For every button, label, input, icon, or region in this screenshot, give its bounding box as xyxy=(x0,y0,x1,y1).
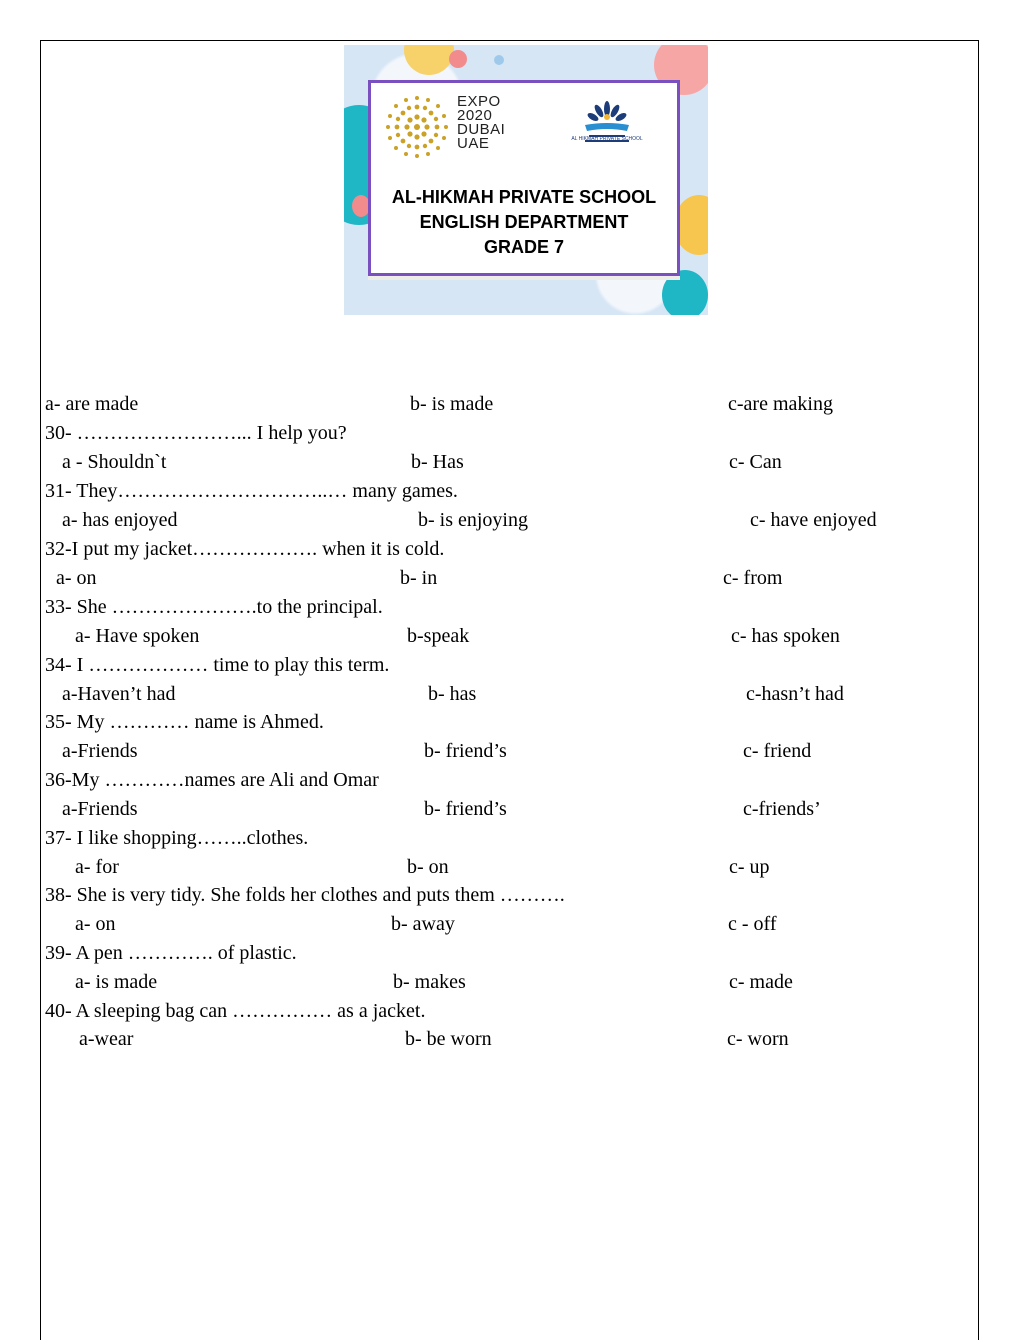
department-name: ENGLISH DEPARTMENT xyxy=(419,212,629,232)
title-frame xyxy=(368,80,680,280)
option-c: c - off xyxy=(728,913,777,935)
option-a: a- on xyxy=(56,567,97,589)
option-c: c- made xyxy=(729,971,793,993)
school-logo xyxy=(567,95,647,155)
option-a: a-wear xyxy=(79,1028,134,1050)
option-c: c- from xyxy=(723,567,783,589)
option-c: c- up xyxy=(729,856,770,878)
question-37: 37- I like shopping……..clothes. xyxy=(45,827,309,849)
option-b: b- is made xyxy=(410,393,494,415)
question-36: 36-My …………names are Ali and Omar xyxy=(45,769,379,791)
question-39: 39- A pen …………. of plastic. xyxy=(45,942,297,964)
option-c: c-friends’ xyxy=(743,798,821,820)
option-b: b- Has xyxy=(411,451,464,473)
option-b: b- makes xyxy=(393,971,466,993)
option-a: a - Shouldn`t xyxy=(62,451,167,473)
option-a: a- on xyxy=(75,913,116,935)
option-a: a-Haven’t had xyxy=(62,683,176,705)
option-a: a-Friends xyxy=(62,798,138,820)
option-a: a- is made xyxy=(75,971,158,993)
option-b: b- friend’s xyxy=(424,740,507,762)
option-a: a- are made xyxy=(45,393,139,415)
option-b: b- has xyxy=(428,683,477,705)
question-31: 31- They…………………………..… many games. xyxy=(45,480,458,502)
expo-logo-text: EXPO 2020 DUBAI UAE xyxy=(457,93,506,152)
question-38: 38- She is very tidy. She folds her clothes and puts them ………. xyxy=(45,884,565,906)
question-40: 40- A sleeping bag can …………… as a jacket. xyxy=(45,1000,426,1022)
option-c: c- Can xyxy=(729,451,782,473)
question-34: 34- I ……………… time to play this term. xyxy=(45,654,390,676)
school-logo-caption: AL HIKMAH PRIVATE SCHOOL xyxy=(571,136,643,142)
option-b: b- is enjoying xyxy=(418,509,528,531)
option-c: c- worn xyxy=(727,1028,789,1050)
option-a: a- for xyxy=(75,856,119,878)
option-a: a- Have spoken xyxy=(75,625,200,647)
option-a: a-Friends xyxy=(62,740,138,762)
question-30: 30- ……………………... I help you? xyxy=(45,422,347,444)
option-b: b- in xyxy=(400,567,438,589)
option-c: c-are making xyxy=(728,393,833,415)
grade-label: GRADE 7 xyxy=(483,237,564,257)
expo-2020-logo xyxy=(381,91,453,163)
option-c: c-hasn’t had xyxy=(746,683,844,705)
question-33: 33- She ………………….to the principal. xyxy=(45,596,383,618)
option-b: b- friend’s xyxy=(424,798,507,820)
title-card xyxy=(368,80,680,276)
option-b: b-speak xyxy=(407,625,470,647)
title-block xyxy=(371,185,677,260)
school-name: AL-HIKMAH PRIVATE SCHOOL xyxy=(391,187,657,207)
option-c: c- has spoken xyxy=(731,625,840,647)
question-32: 32-I put my jacket………………. when it is cold. xyxy=(45,538,445,560)
question-35: 35- My ………… name is Ahmed. xyxy=(45,711,324,733)
option-b: b- on xyxy=(407,856,449,878)
option-b: b- away xyxy=(391,913,455,935)
header-banner xyxy=(344,45,708,315)
option-a: a- has enjoyed xyxy=(62,509,178,531)
option-b: b- be worn xyxy=(405,1028,492,1050)
option-c: c- friend xyxy=(743,740,812,762)
option-c: c- have enjoyed xyxy=(750,509,877,531)
